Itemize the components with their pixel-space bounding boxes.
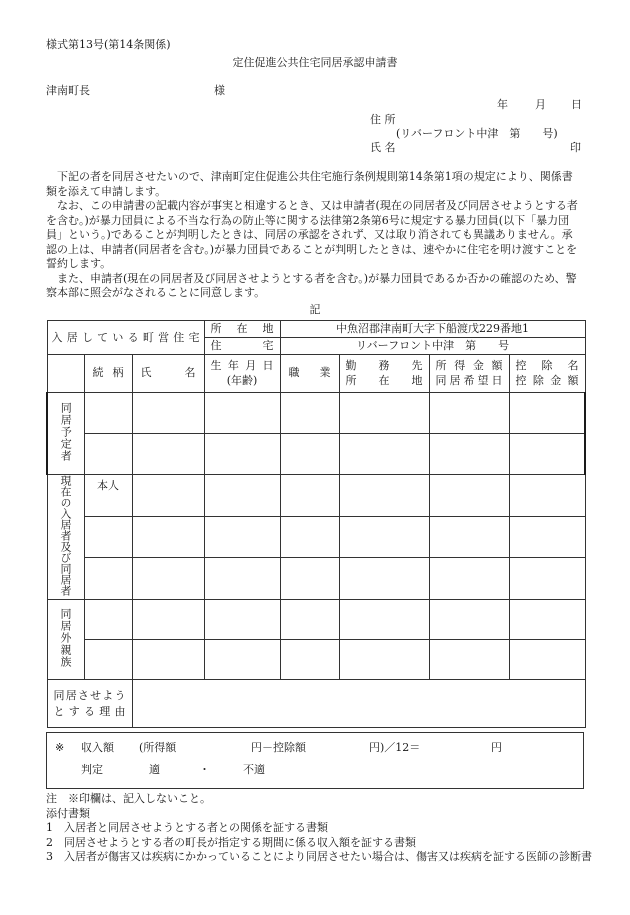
cell-work[interactable] xyxy=(339,640,429,680)
cell-job[interactable] xyxy=(280,640,339,680)
cell-job[interactable] xyxy=(280,434,339,475)
cell-job[interactable] xyxy=(280,393,339,434)
cell-relation[interactable] xyxy=(84,600,132,640)
house-label: 住宅 xyxy=(204,338,280,355)
income-calculation-box xyxy=(46,732,584,789)
attachment-item: 2 同居させようとする者の町長が指定する期間に係る収入額を証する書類 xyxy=(46,835,416,849)
formula-deduction: 円－控除額 xyxy=(251,741,306,754)
cell-income[interactable] xyxy=(429,516,509,558)
address-label: 住 所 xyxy=(370,113,396,126)
cell-work[interactable] xyxy=(339,516,429,558)
judgment-ok[interactable]: 適 xyxy=(149,763,160,776)
col-work xyxy=(339,355,429,393)
cell-name[interactable] xyxy=(132,600,204,640)
col-job: 職業 xyxy=(280,355,339,393)
cell-birth[interactable] xyxy=(204,516,280,558)
official-use-mark: ※ xyxy=(55,741,65,754)
group-label-external-text: 同居外親族 xyxy=(59,608,72,668)
formula-income: (所得額 xyxy=(139,741,177,754)
form-number: 様式第13号(第14条関係) xyxy=(46,38,171,51)
paragraph-police-consent: また、申請者(現在の同居者及び同居させようとする者を含む。)が暴力団員であるか否かの確認のため、警察本部に照会がなされることに同意します。 xyxy=(46,271,577,299)
cell-deduct[interactable] xyxy=(509,600,585,640)
residence-label: 入居している町営住宅 xyxy=(51,330,200,344)
formula-divide: 円)／12＝ xyxy=(369,741,421,754)
cell-deduct[interactable] xyxy=(509,558,585,600)
cell-income[interactable] xyxy=(429,558,509,600)
cell-income[interactable] xyxy=(429,393,509,434)
addressee-honorific: 様 xyxy=(214,84,225,97)
col-deduct-line1: 控除名 xyxy=(515,359,579,373)
location-label: 所在地 xyxy=(204,321,280,338)
cell-job[interactable] xyxy=(280,516,339,558)
notes-section xyxy=(46,792,597,865)
cell-job[interactable] xyxy=(280,558,339,600)
cell-job[interactable] xyxy=(280,600,339,640)
cell-name[interactable] xyxy=(132,640,204,680)
attachments-title: 添付書類 xyxy=(46,806,90,820)
cell-birth[interactable] xyxy=(204,393,280,434)
cell-deduct[interactable] xyxy=(509,475,585,517)
table-row xyxy=(47,516,585,558)
table-row xyxy=(47,600,585,640)
cell-income[interactable] xyxy=(429,640,509,680)
cell-work[interactable] xyxy=(339,434,429,475)
col-birth xyxy=(204,355,280,393)
cell-work[interactable] xyxy=(339,558,429,600)
judgment-label: 判定 xyxy=(81,763,103,776)
cell-name[interactable] xyxy=(132,434,204,475)
residence-label-cell xyxy=(47,321,204,355)
name-label: 氏 名 xyxy=(370,141,396,154)
document-title: 定住促進公共住宅同居承認申請書 xyxy=(232,56,398,69)
reason-label-line2: とする理由 xyxy=(53,704,126,718)
cell-birth[interactable] xyxy=(204,475,280,517)
col-deduct-line2: 控除金額 xyxy=(515,373,579,387)
column-header-row xyxy=(47,355,585,393)
cell-relation[interactable] xyxy=(84,558,132,600)
seal-mark: 印 xyxy=(570,141,581,154)
judgment-separator: ・ xyxy=(199,763,210,776)
cell-birth[interactable] xyxy=(204,434,280,475)
household-table xyxy=(46,320,586,728)
date-day: 日 xyxy=(571,98,582,111)
col-name: 氏名 xyxy=(132,355,204,393)
cell-relation[interactable] xyxy=(84,434,132,475)
cell-name[interactable] xyxy=(132,516,204,558)
group-label-planned xyxy=(47,393,84,475)
cell-birth[interactable] xyxy=(204,600,280,640)
cell-relation[interactable] xyxy=(84,393,132,434)
paragraph-request: 下記の者を同居させたいので、津南町定住促進公共住宅施行条例規則第14条第1項の規定により、関係書類を添えて申請します。 xyxy=(46,170,573,198)
cell-name[interactable] xyxy=(132,558,204,600)
paragraph-gang-clause: なお、この申請書の記載内容が事実と相違するとき、又は申請者(現在の同居者及び同居させようとする者を含む。)が暴力団員による不当な行為の防止等に関する法律第2条第6号に規定する暴力団員(以下「暴力団員」という。)であることが判明したときは、同居の承認をされず、又は取り消されても異議ありません。承認の上は、申請者(同居者を含む。)が暴力団員であることが判明したときは、速やかに住宅を明け渡すことを誓約します。 xyxy=(46,199,578,270)
table-row xyxy=(47,434,585,475)
col-relation: 続柄 xyxy=(84,355,132,393)
group-label-current xyxy=(47,475,84,600)
table-row xyxy=(47,475,585,517)
group-label-current-text: 現在の入居者及び同居者 xyxy=(59,475,72,596)
group-label-planned-text: 同居予定者 xyxy=(59,402,73,462)
date-year: 年 xyxy=(497,98,508,111)
table-row xyxy=(47,558,585,600)
cell-work[interactable] xyxy=(339,475,429,517)
col-birth-line1: 生年月日 xyxy=(210,359,274,373)
col-income-line1: 所得金額 xyxy=(435,359,503,373)
ki-heading: 記 xyxy=(309,303,321,316)
attachment-item: 1 入居者と同居させようとする者との関係を証する書類 xyxy=(46,821,328,835)
col-birth-line2: (年齢) xyxy=(226,373,258,387)
attachment-item: 3 入居者が傷害又は疾病にかかっていることにより同居させたい場合は、傷害又は疾病を証する医師の診断書 xyxy=(46,850,592,864)
cell-work[interactable] xyxy=(339,393,429,434)
addressee: 津南町長 xyxy=(46,84,90,97)
formula-result-yen: 円 xyxy=(491,741,502,754)
col-income-line2: 同居希望日 xyxy=(435,373,503,387)
table-row xyxy=(47,393,585,434)
cell-deduct[interactable] xyxy=(509,393,585,434)
note-official-use: 注 ※印欄は、記入しないこと。 xyxy=(46,792,211,805)
body-text xyxy=(46,170,582,301)
cell-income[interactable] xyxy=(429,434,509,475)
col-work-line1: 勤務先 xyxy=(345,359,423,373)
cell-birth[interactable] xyxy=(204,558,280,600)
col-income xyxy=(429,355,509,393)
cell-deduct[interactable] xyxy=(509,640,585,680)
cell-relation-self: 本人 xyxy=(84,475,132,517)
reason-value[interactable] xyxy=(132,680,585,728)
house-value[interactable]: リバーフロント中津 第 号 xyxy=(280,338,585,355)
cell-job[interactable] xyxy=(280,475,339,517)
cell-deduct[interactable] xyxy=(509,516,585,558)
cell-relation[interactable] xyxy=(84,516,132,558)
table-row xyxy=(47,640,585,680)
cell-relation[interactable] xyxy=(84,640,132,680)
reason-label xyxy=(47,680,132,728)
judgment-ng[interactable]: 不適 xyxy=(243,763,265,776)
cell-birth[interactable] xyxy=(204,640,280,680)
date-month: 月 xyxy=(535,98,546,111)
reason-label-line1: 同居させよう xyxy=(53,688,126,702)
cell-income[interactable] xyxy=(429,600,509,640)
col-work-line2: 所在地 xyxy=(345,373,423,387)
location-value[interactable]: 中魚沼郡津南町大字下船渡戊229番地1 xyxy=(280,321,585,338)
col-deduct xyxy=(509,355,585,393)
header-blank xyxy=(47,355,84,393)
cell-deduct[interactable] xyxy=(509,434,585,475)
address-detail: (リバーフロント中津 第 号) xyxy=(396,127,558,140)
group-label-external xyxy=(47,600,84,680)
cell-name[interactable] xyxy=(132,475,204,517)
cell-work[interactable] xyxy=(339,600,429,640)
income-label: 収入額 xyxy=(81,741,114,754)
reason-row xyxy=(47,680,585,728)
cell-income[interactable] xyxy=(429,475,509,517)
cell-name[interactable] xyxy=(132,393,204,434)
